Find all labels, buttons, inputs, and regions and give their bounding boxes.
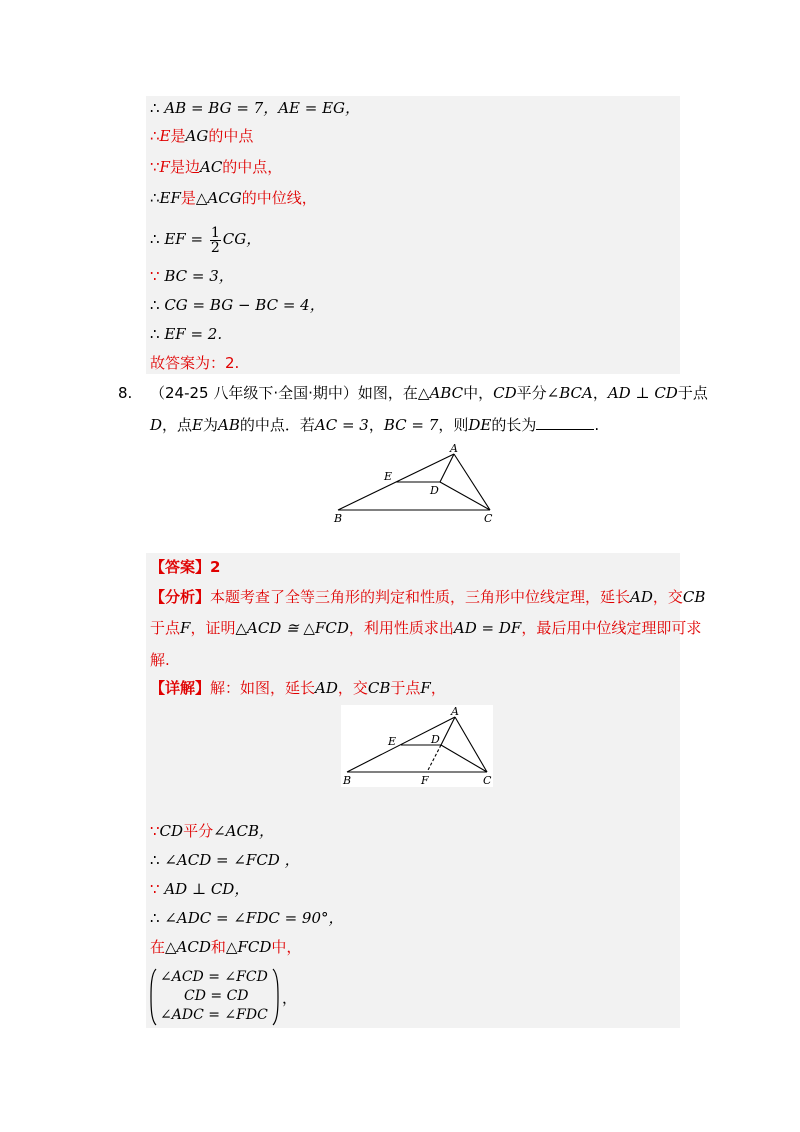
- solution-line-2: ∴E是AG的中点: [150, 127, 254, 145]
- solution-final-answer: 故答案为：2.: [150, 354, 240, 372]
- detail-line-1: 【详解】解：如图，延长AD，交CB于点F，: [150, 679, 446, 697]
- label-b-2: B: [343, 774, 352, 787]
- label-b: B: [334, 512, 343, 525]
- label-c-2: C: [483, 774, 492, 787]
- solution-line-8: ∴ EF = 2.: [150, 325, 223, 343]
- proof-line-3: ∵ AD ⊥ CD，: [150, 880, 250, 898]
- segment-df-dashed: [427, 745, 441, 772]
- proof-line-1: ∵CD平分∠ACB，: [150, 822, 274, 840]
- segment-ad-2: [441, 717, 455, 745]
- solution-line-4: ∴EF是△ACG的中位线，: [150, 189, 317, 207]
- label-f-2: F: [421, 774, 429, 787]
- label-a-2: A: [451, 705, 459, 718]
- solution-line-3: ∵F是边AC的中点，: [150, 158, 283, 176]
- question-line-2: D，点E为AB的中点．若AC = 3，BC = 7，则DE的长为 .: [150, 416, 600, 434]
- proof-line-4: ∴ ∠ADC = ∠FDC = 90°，: [150, 909, 344, 927]
- segment-ac: [454, 454, 490, 510]
- question-line-1: （24-25 八年级下·全国·期中）如图，在△ABC中，CD平分∠BCA，AD ⊥ CD于点: [150, 384, 708, 402]
- label-e: E: [384, 470, 393, 483]
- label-a: A: [450, 442, 458, 455]
- triangle-figure-2: [341, 705, 493, 787]
- proof-line-5: 在△ACD和△FCD中，: [150, 938, 302, 956]
- label-c: C: [484, 512, 493, 525]
- label-d-2: D: [431, 733, 440, 746]
- triangle-figure-1: [330, 442, 500, 526]
- system-brace-left: [148, 968, 158, 1026]
- solution-line-1: ∴ AB = BG = 7，AE = EG，: [150, 99, 361, 117]
- solution-line-5: ∴ EF = $\frac{1}{2}$ CG，: [150, 224, 262, 256]
- answer-tag: 【答案】2: [150, 558, 221, 576]
- analysis-line-3: 解.: [150, 651, 170, 669]
- system-end-comma: ，: [282, 989, 298, 1007]
- solution-line-6: ∵ BC = 3，: [150, 267, 234, 285]
- system-eq-3: ∠ADC = ∠FDC: [160, 1007, 268, 1023]
- system-eq-2: CD = CD: [184, 988, 249, 1004]
- segment-ac-2: [455, 717, 487, 772]
- segment-dc-2: [441, 745, 487, 772]
- analysis-line-2: 于点F，证明△ACD ≅ △FCD，利用性质求出AD = DF，最后用中位线定理即可求: [150, 619, 702, 637]
- question-source: （24-25 八年级下·全国·期中）: [150, 384, 358, 402]
- segment-dc: [440, 482, 490, 510]
- label-d: D: [430, 484, 439, 497]
- label-e-2: E: [388, 735, 397, 748]
- system-brace-right: [271, 968, 281, 1026]
- analysis-line-1: 【分析】本题考查了全等三角形的判定和性质，三角形中位线定理，延长AD，交CB: [150, 588, 706, 606]
- question-number: 8.: [118, 384, 133, 402]
- solution-line-7: ∴ CG = BG − BC = 4，: [150, 296, 325, 314]
- system-eq-1: ∠ACD = ∠FCD: [160, 969, 268, 985]
- segment-ad: [440, 454, 454, 482]
- proof-line-2: ∴ ∠ACD = ∠FCD ，: [150, 851, 300, 869]
- fraction-one-half: $\frac{1}{2}$: [210, 224, 220, 256]
- answer-blank: [536, 414, 594, 430]
